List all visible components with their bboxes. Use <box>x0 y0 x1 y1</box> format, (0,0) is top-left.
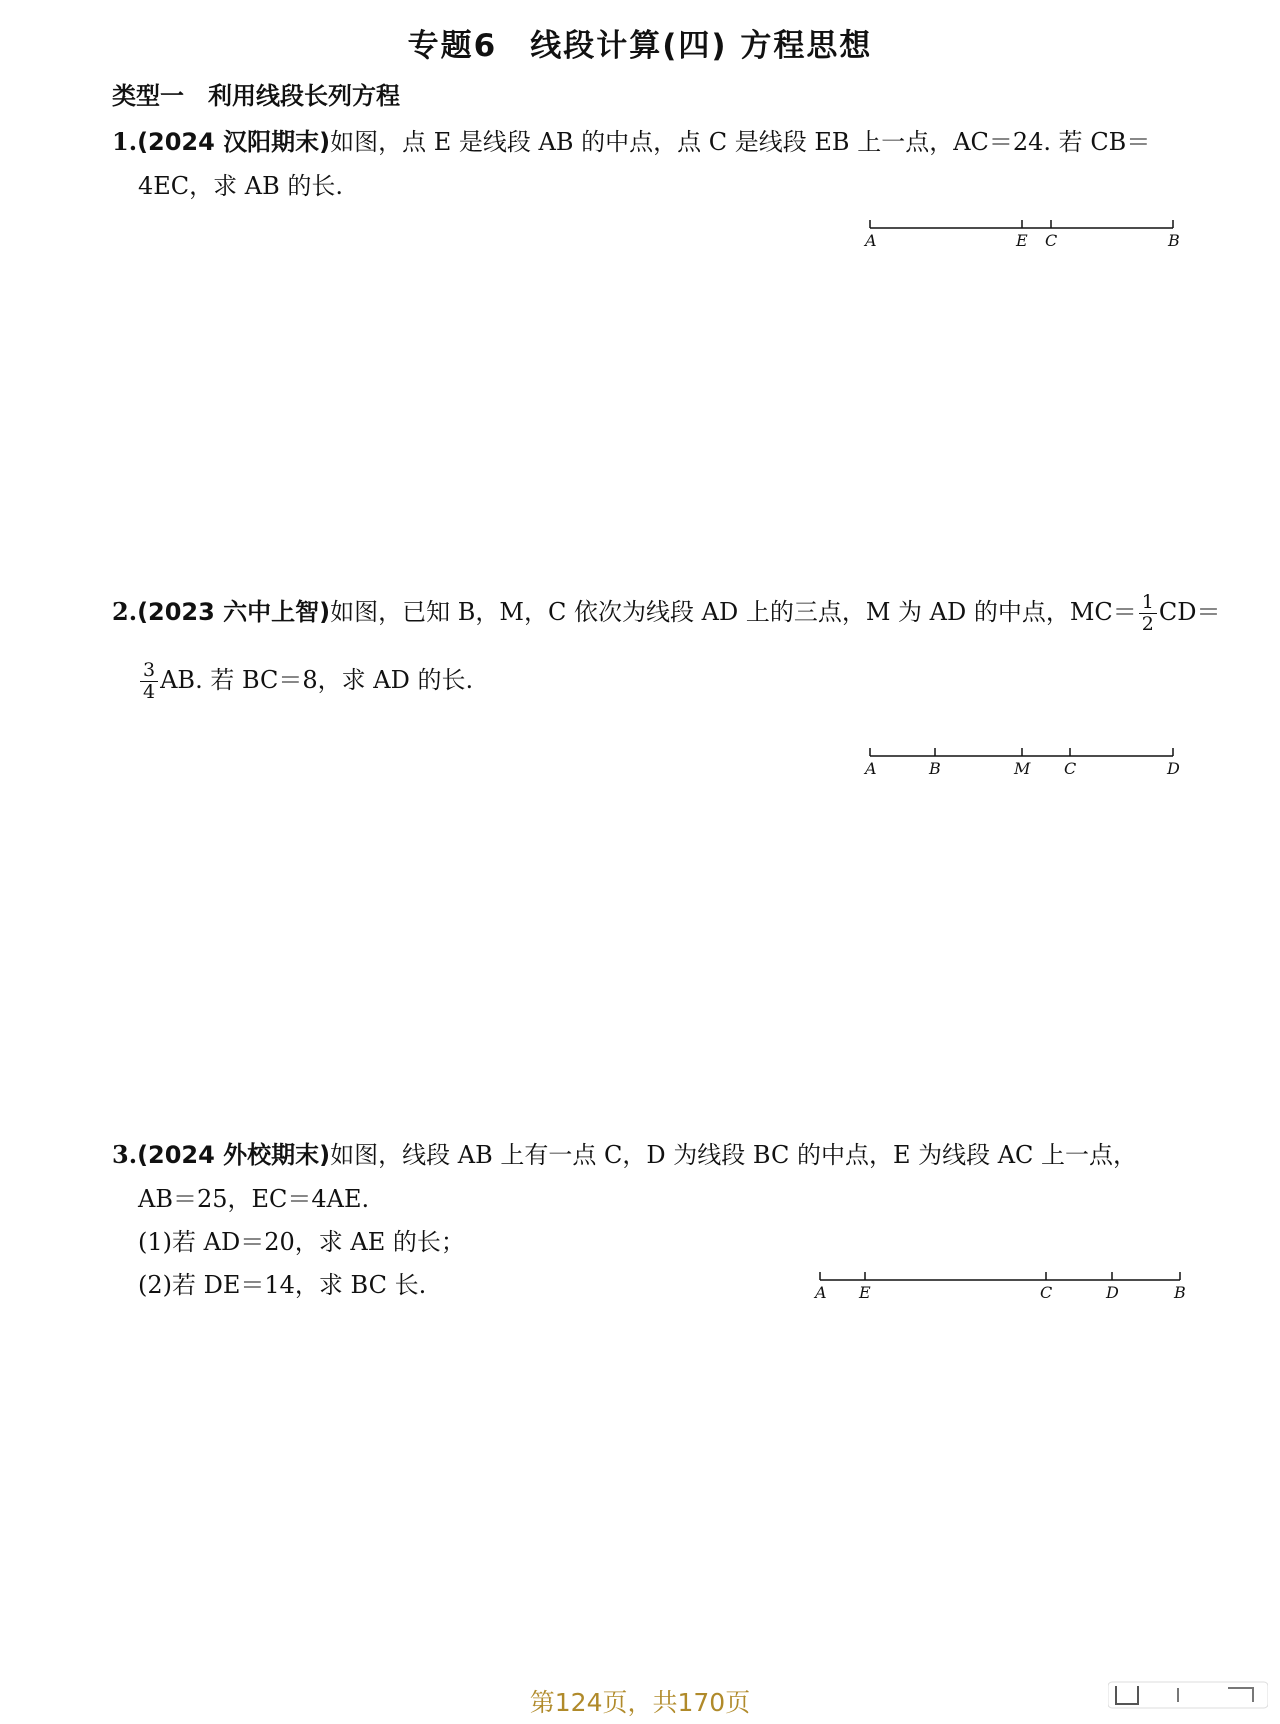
page-footer: 第124页，共170页 <box>529 1688 751 1717</box>
question-3-source: (2024 外校期末) <box>137 1141 331 1169</box>
fraction-numerator: 3 <box>140 660 158 682</box>
point-label-a: A <box>865 759 877 778</box>
question-1-line-2: 4EC，求 AB 的长. <box>138 172 344 200</box>
point-label-a: A <box>815 1283 827 1302</box>
diagram-1 <box>860 210 1180 250</box>
point-label-a: A <box>865 231 877 250</box>
fraction-one-half <box>1139 592 1157 635</box>
point-label-b: B <box>1168 231 1180 250</box>
question-3-text: 如图，线段 AB 上有一点 C，D 为线段 BC 的中点，E 为线段 AC 上一点， <box>330 1141 1138 1169</box>
fraction-denominator: 4 <box>143 681 156 703</box>
point-label-e: E <box>859 1283 871 1302</box>
question-3-line-1 <box>112 1135 1137 1170</box>
question-2-text-cont: CD＝ <box>1158 598 1221 626</box>
point-label-c: C <box>1064 759 1077 778</box>
question-1-number: 1. <box>112 127 138 156</box>
question-2-text: 如图，已知 B，M，C 依次为线段 AD 上的三点，M 为 AD 的中点，MC＝ <box>330 598 1137 626</box>
section-title: 类型一 利用线段长列方程 <box>112 82 400 110</box>
page-nav-icon[interactable] <box>1108 1678 1268 1712</box>
question-1-text: 如图，点 E 是线段 AB 的中点，点 C 是线段 EB 上一点，AC＝24. 若 CB＝ <box>330 128 1151 156</box>
question-3-number: 3. <box>112 1140 138 1169</box>
point-label-b: B <box>1174 1283 1186 1302</box>
point-label-e: E <box>1016 231 1028 250</box>
fraction-denominator: 2 <box>1141 613 1154 635</box>
question-3-part-2: (2)若 DE＝14，求 BC 长. <box>138 1271 427 1299</box>
question-2-line-2 <box>138 660 473 703</box>
fraction-numerator: 1 <box>1139 592 1157 614</box>
point-label-c: C <box>1040 1283 1053 1302</box>
page-title: 专题6 线段计算(四) 方程思想 <box>407 28 873 64</box>
question-1-line-1 <box>112 122 1150 157</box>
question-2-text-end: AB. 若 BC＝8，求 AD 的长. <box>160 666 474 694</box>
point-label-m: M <box>1014 759 1031 778</box>
diagram-3 <box>810 1262 1190 1302</box>
point-label-c: C <box>1045 231 1058 250</box>
point-label-b: B <box>929 759 941 778</box>
question-2-source: (2023 六中上智) <box>137 598 331 626</box>
question-3-part-1: (1)若 AD＝20，求 AE 的长； <box>138 1228 465 1256</box>
question-2-number: 2. <box>112 597 138 626</box>
question-1-source: (2024 汉阳期末) <box>137 128 331 156</box>
fraction-three-quarters <box>140 660 158 703</box>
diagram-2 <box>860 738 1180 778</box>
question-3-line-2: AB＝25，EC＝4AE. <box>138 1185 370 1213</box>
question-2-line-1 <box>112 592 1221 635</box>
point-label-d: D <box>1167 759 1180 778</box>
point-label-d: D <box>1106 1283 1119 1302</box>
